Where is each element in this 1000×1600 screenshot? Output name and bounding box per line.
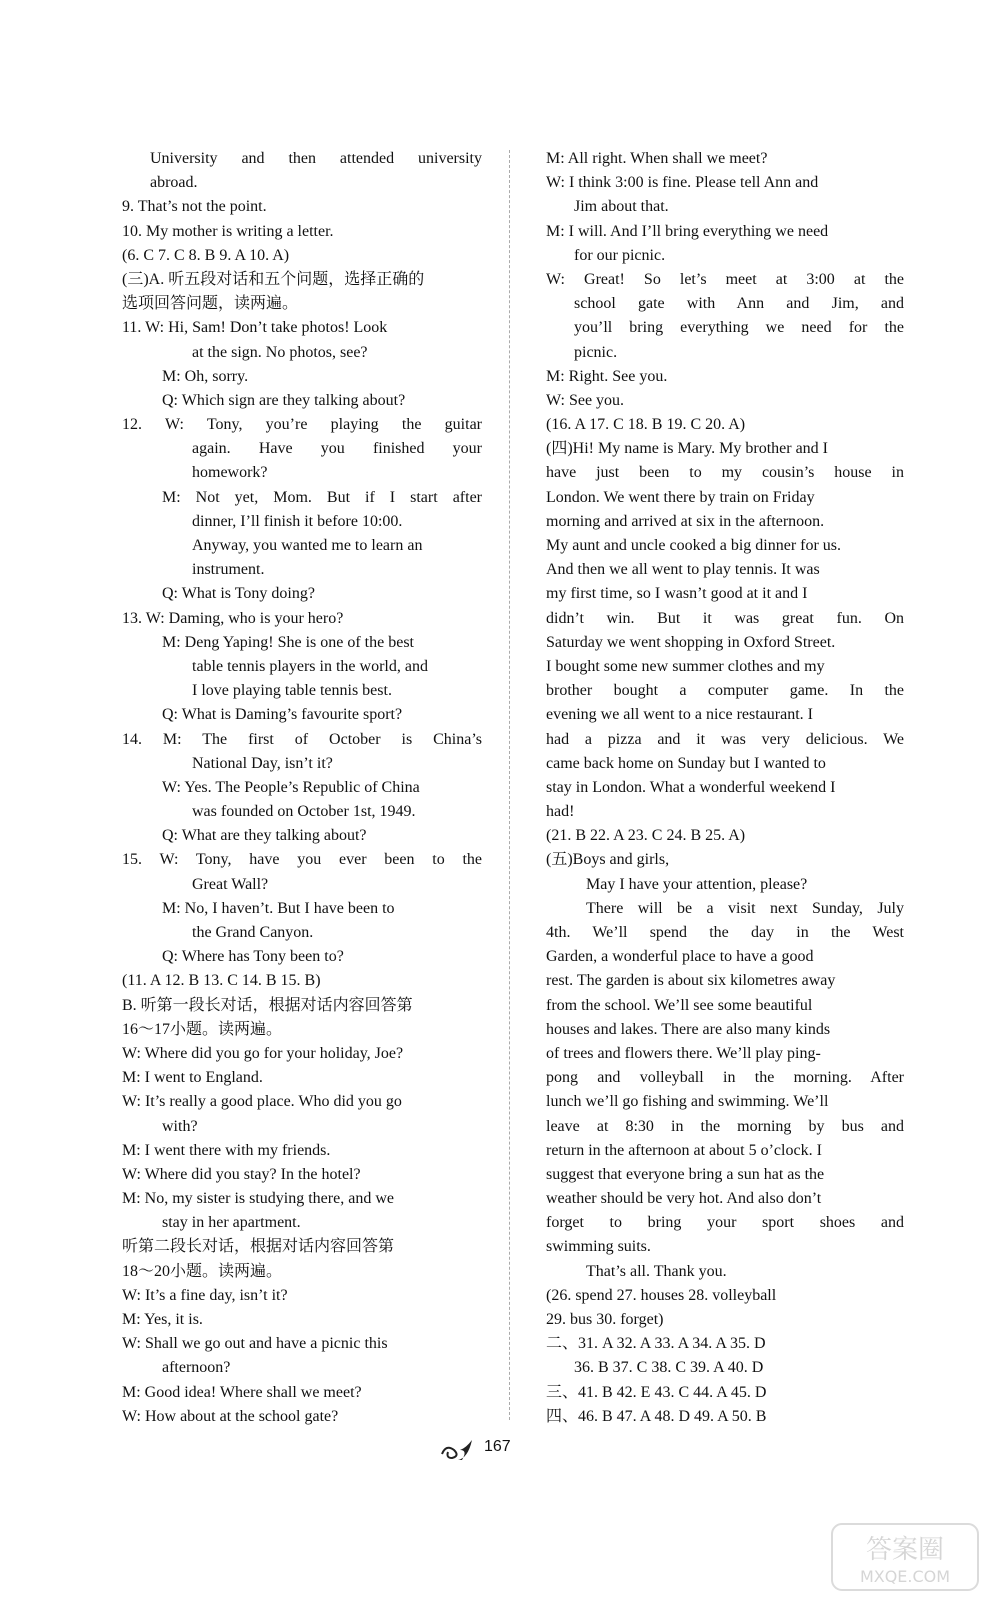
text-line: for our picnic. xyxy=(574,246,666,264)
text-line: M: Not yet, Mom. But if I start after xyxy=(162,488,482,506)
svg-text:答案圈: 答案圈 xyxy=(865,1535,945,1565)
text-line: didn’t win. But it was great fun. On xyxy=(546,609,904,627)
text-line: National Day, isn’t it? xyxy=(192,754,333,772)
text-line: Saturday we went shopping in Oxford Street. xyxy=(546,633,836,651)
text-line: forget to bring your sport shoes and xyxy=(546,1214,904,1232)
text-line: Q: What is Daming’s favourite sport? xyxy=(162,706,403,724)
text-line: 9. That’s not the point. xyxy=(122,198,267,216)
text-line: 36. B 37. C 38. C 39. A 40. D xyxy=(574,1359,764,1377)
text-line: again. Have you finished your xyxy=(192,440,482,458)
text-line: W: I think 3:00 is fine. Please tell Ann and xyxy=(546,174,819,192)
text-line: instrument. xyxy=(192,561,265,579)
text-line: W: Great! So let’s meet at 3:00 at the xyxy=(546,270,904,288)
text-line: (21. B 22. A 23. C 24. B 25. A) xyxy=(546,827,746,845)
text-line: I bought some new summer clothes and my xyxy=(546,657,825,675)
text-line: had a pizza and it was very delicious. We xyxy=(546,730,904,748)
text-line: I love playing table tennis best. xyxy=(192,682,392,700)
text-line: picnic. xyxy=(574,343,618,361)
text-line: was founded on October 1st, 1949. xyxy=(192,803,416,821)
text-line: 二、31. A 32. A 33. A 34. A 35. D xyxy=(546,1335,766,1353)
text-line: the Grand Canyon. xyxy=(192,924,314,941)
text-line: 10. My mother is writing a letter. xyxy=(122,222,334,240)
svg-text:MXQE.COM: MXQE.COM xyxy=(859,1567,951,1586)
text-line: W: It’s a fine day, isn’t it? xyxy=(122,1286,288,1304)
text-line: (16. A 17. C 18. B 19. C 20. A) xyxy=(546,416,746,434)
left-column xyxy=(122,147,482,1429)
text-line: school gate with Ann and Jim, and xyxy=(574,295,904,313)
text-line: W: It’s really a good place. Who did you go xyxy=(122,1093,402,1111)
text-line: M: All right. When shall we meet? xyxy=(546,150,768,167)
text-line: 13. W: Daming, who is your hero? xyxy=(122,609,344,627)
text-line: Jim about that. xyxy=(574,198,669,216)
text-line: M: I will. And I’ll bring everything we need xyxy=(546,222,829,240)
text-line: Q: Where has Tony been to? xyxy=(162,948,344,966)
text-line: 11. W: Hi, Sam! Don’t take photos! Look xyxy=(122,319,388,337)
text-line: 29. bus 30. forget) xyxy=(546,1311,664,1328)
text-line: swimming suits. xyxy=(546,1238,651,1256)
text-line: rest. The garden is about six kilometres away xyxy=(546,972,836,990)
text-line: houses and lakes. There are also many kinds xyxy=(546,1020,831,1038)
text-line: 12. W: Tony, you’re playing the guitar xyxy=(122,416,482,434)
text-line: of trees and flowers there. We’ll play ping- xyxy=(546,1044,821,1062)
text-line: My aunt and uncle cooked a big dinner for us. xyxy=(546,537,842,554)
text-line: May I have your attention, please? xyxy=(586,875,808,893)
text-line: Great Wall? xyxy=(192,875,269,893)
text-line: 15. W: Tony, have you ever been to the xyxy=(122,851,482,869)
watermark-logo-icon xyxy=(830,1522,980,1592)
text-line: 16～17小题。读两遍。 xyxy=(122,1020,283,1038)
text-line: evening we all went to a nice restaurant. I xyxy=(546,706,813,724)
text-line: you’ll bring everything we need for the xyxy=(574,319,904,337)
text-line: 14. M: The first of October is China’s xyxy=(122,730,482,748)
text-line: leave at 8:30 in the morning by bus and xyxy=(546,1117,904,1135)
text-line: M: No, my sister is studying there, and we xyxy=(122,1190,394,1208)
text-line: 四、46. B 47. A 48. D 49. A 50. B xyxy=(546,1407,767,1425)
text-line: have just been to my cousin’s house in xyxy=(546,464,904,482)
text-line: M: Deng Yaping! She is one of the best xyxy=(162,633,414,651)
page-footer xyxy=(0,1434,1000,1464)
text-line: 三、41. B 42. E 43. C 44. A 45. D xyxy=(546,1383,767,1401)
text-line: my first time, so I wasn’t good at it and I xyxy=(546,585,808,603)
text-line: There will be a visit next Sunday, July xyxy=(586,899,904,917)
text-line: abroad. xyxy=(150,174,198,192)
text-line: return in the afternoon at about 5 o’clock. I xyxy=(546,1141,822,1159)
column-divider xyxy=(509,150,510,1420)
text-line: Garden, a wonderful place to have a good xyxy=(546,948,814,966)
text-line: came back home on Sunday but I wanted to xyxy=(546,754,826,772)
text-line: 选项回答问题，读两遍。 xyxy=(122,295,299,313)
text-line: W: See you. xyxy=(546,391,625,409)
text-line: M: Oh, sorry. xyxy=(162,367,249,385)
text-line: 18～20小题。读两遍。 xyxy=(122,1262,283,1280)
text-line: dinner, I’ll finish it before 10:00. xyxy=(192,512,403,530)
text-line: Q: What are they talking about? xyxy=(162,827,367,845)
text-line: homework? xyxy=(192,464,268,482)
text-line: afternoon? xyxy=(162,1359,231,1377)
page-number: 167 xyxy=(484,1438,511,1455)
text-line: B. 听第一段长对话，根据对话内容回答第 xyxy=(122,996,413,1014)
text-line: (6. C 7. C 8. B 9. A 10. A) xyxy=(122,246,290,264)
text-line: Anyway, you wanted me to learn an xyxy=(192,537,423,554)
text-line: from the school. We’ll see some beautiful xyxy=(546,996,813,1014)
text-line: (26. spend 27. houses 28. volleyball xyxy=(546,1286,777,1304)
text-line: with? xyxy=(162,1117,198,1135)
text-line: M: Yes, it is. xyxy=(122,1311,203,1328)
text-line: And then we all went to play tennis. It was xyxy=(546,561,820,579)
text-line: That’s all. Thank you. xyxy=(586,1262,727,1280)
text-line: table tennis players in the world, and xyxy=(192,657,428,675)
text-line: stay in her apartment. xyxy=(162,1214,301,1232)
text-line: weather should be very hot. And also don’t xyxy=(546,1190,822,1208)
text-line: (三)A. 听五段对话和五个问题，选择正确的 xyxy=(122,270,425,288)
text-line: 4th. We’ll spend the day in the West xyxy=(546,924,904,941)
text-line: (四)Hi! My name is Mary. My brother and I xyxy=(546,440,829,458)
text-line: had! xyxy=(546,803,575,821)
text-line: W: How about at the school gate? xyxy=(122,1407,339,1425)
text-line: M: No, I haven’t. But I have been to xyxy=(162,899,395,917)
text-line: M: Good idea! Where shall we meet? xyxy=(122,1383,362,1401)
text-line: at the sign. No photos, see? xyxy=(192,343,368,361)
text-line: stay in London. What a wonderful weekend I xyxy=(546,778,836,796)
text-line: brother bought a computer game. In the xyxy=(546,682,904,700)
text-line: Q: Which sign are they talking about? xyxy=(162,391,406,409)
text-line: (五)Boys and girls, xyxy=(546,851,670,869)
swirl-logo-icon xyxy=(438,1434,478,1464)
right-column xyxy=(546,147,904,1429)
text-line: W: Where did you go for your holiday, Joe? xyxy=(122,1044,404,1062)
text-line: M: Right. See you. xyxy=(546,367,668,385)
text-line: W: Yes. The People’s Republic of China xyxy=(162,778,420,796)
text-line: lunch we’ll go fishing and swimming. We’ll xyxy=(546,1093,829,1111)
text-line: W: Shall we go out and have a picnic this xyxy=(122,1335,388,1353)
text-line: London. We went there by train on Friday xyxy=(546,488,815,506)
text-line: M: I went to England. xyxy=(122,1069,263,1087)
text-line: M: I went there with my friends. xyxy=(122,1141,331,1159)
text-line: pong and volleyball in the morning. After xyxy=(546,1069,904,1087)
text-line: suggest that everyone bring a sun hat as the xyxy=(546,1165,825,1183)
text-line: morning and arrived at six in the afternoon. xyxy=(546,512,825,530)
text-line: 听第二段长对话，根据对话内容回答第 xyxy=(122,1238,395,1256)
text-line: University and then attended university xyxy=(150,150,482,167)
text-line: W: Where did you stay? In the hotel? xyxy=(122,1165,361,1183)
text-line: Q: What is Tony doing? xyxy=(162,585,315,603)
text-line: (11. A 12. B 13. C 14. B 15. B) xyxy=(122,972,321,990)
